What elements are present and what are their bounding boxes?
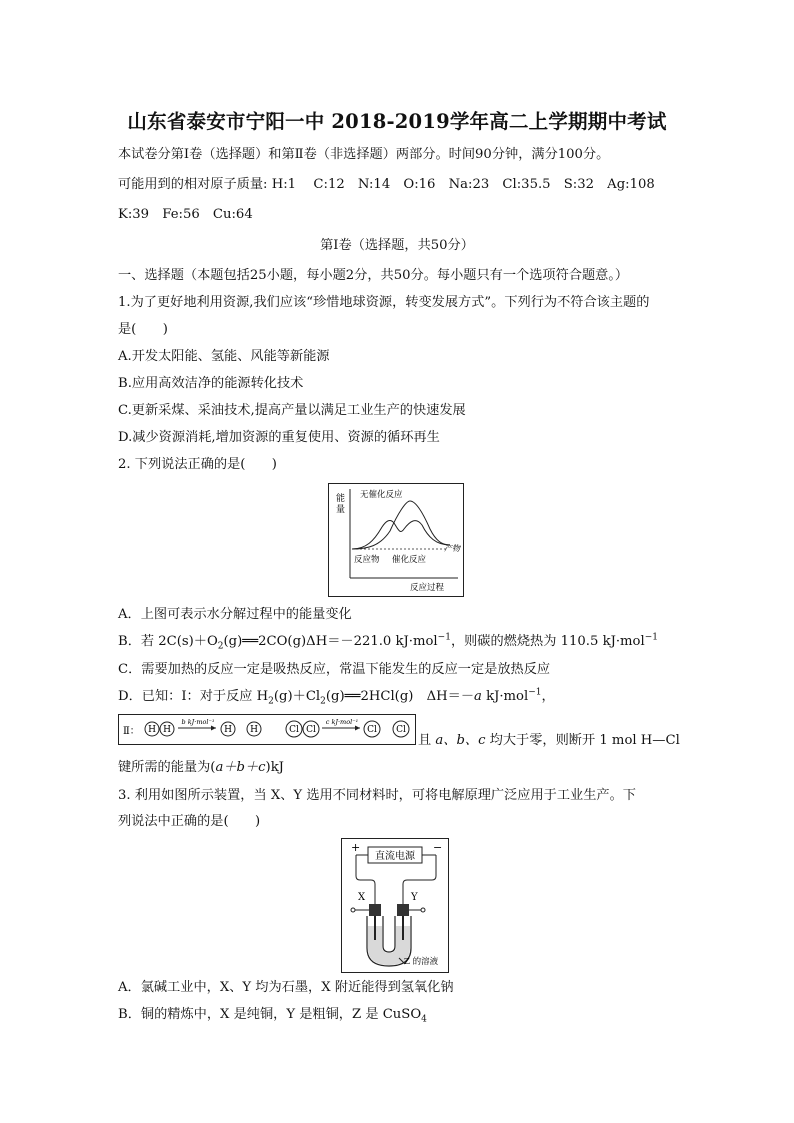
- plus-sign: +: [351, 841, 361, 854]
- electrolysis-apparatus: [341, 838, 449, 973]
- q2-option-b: B．若 $2C(s)+O_2(g)══2CO(g)\Delta H=-221.0$ kJ·mol$^{-1}$，则碳的燃烧热为 110.5 kJ·mol$^{-1}$: [118, 632, 658, 652]
- label-catalyzed: 催化反应: [392, 555, 427, 565]
- c-energy-label: c kJ·mol⁻¹: [325, 718, 359, 726]
- q3-option-a: A．氯碱工业中，X、Y 均为石墨，X 附近能得到氢氧化钠: [118, 980, 454, 995]
- roman-two: Ⅱ：: [123, 726, 140, 737]
- q2-option-d: D．已知：Ⅰ：对于反应 $H_2(g)+Cl_2(g)══2HCl(g)$ ΔH＝－a kJ·mol$^{-1}$，: [118, 687, 555, 707]
- label-uncatalyzed: 无催化反应: [360, 490, 403, 500]
- q2-option-a: A．上图可表示水分解过程中的能量变化: [118, 607, 352, 622]
- q1-stem-a: 1.为了更好地利用资源,我们应该“珍惜地球资源，转变发展方式”。下列行为不符合该主题的: [118, 295, 650, 310]
- h-atom-3-label: H: [224, 725, 232, 735]
- q1-option-a: A.开发太阳能、氢能、风能等新能源: [118, 349, 330, 364]
- electrode-x-label: X: [358, 892, 366, 903]
- label-product: 产物: [444, 544, 460, 553]
- cl-atom-2-label: Cl: [306, 725, 316, 735]
- q2-option-d-cont: 且 a、b、c 均大于零，则断开 1 mol H—Cl: [418, 733, 680, 748]
- q3-stem-a: 3. 利用如图所示装置，当 X、Y 选用不同材料时，可将电解原理广泛应用于工业生产。下: [118, 788, 636, 803]
- bond-energy-diagram: [118, 714, 416, 745]
- label-reactant: 反应物: [354, 555, 380, 565]
- q1-option-c: C.更新采煤、采油技术,提高产量以满足工业生产的快速发展: [118, 403, 466, 418]
- q1-stem-b: 是( ): [118, 322, 168, 337]
- power-label: 直流电源: [375, 851, 415, 862]
- section1-heading: 一、选择题（本题包括25小题，每小题2分，共50分。每小题只有一个选项符合题意。）: [118, 268, 629, 283]
- q1-option-b: B.应用高效洁净的能源转化技术: [118, 376, 304, 391]
- q1-option-d: D.减少资源消耗,增加资源的重复使用、资源的循环再生: [118, 430, 440, 445]
- stopper-right: [397, 904, 409, 916]
- b-energy-label: b kJ·mol⁻¹: [181, 718, 215, 726]
- stopper-left: [369, 904, 381, 916]
- cl-atom-1-label: Cl: [289, 725, 299, 735]
- part1-heading: 第Ⅰ卷（选择题，共50分）: [320, 238, 474, 253]
- cl-atom-4-label: Cl: [396, 725, 406, 735]
- intro-line-1: 本试卷分第Ⅰ卷（选择题）和第Ⅱ卷（非选择题）两部分。时间90分钟，满分100分。: [118, 147, 610, 162]
- electrode-y-label: Y: [411, 892, 418, 903]
- q3-option-b: B．铜的精炼中，X 是纯铜，Y 是粗铜，Z 是 CuSO$_4$: [118, 1007, 427, 1025]
- q3-stem-b: 列说法中正确的是( ): [118, 814, 261, 829]
- q2-option-d-cont2: 键所需的能量为(a＋b＋c)kJ: [118, 760, 284, 775]
- intro-line-2: 可能用到的相对原子质量: H:1 C:12 N:14 O:16 Na:23 Cl:35.5 S:32 Ag:108: [118, 177, 655, 192]
- page-title: 山东省泰安市宁阳一中 2018-2019学年高二上学期期中考试: [127, 110, 667, 133]
- minus-sign: −: [433, 841, 443, 854]
- q2-stem: 2. 下列说法正确的是( ): [118, 457, 277, 472]
- h-atom-2-label: H: [163, 725, 171, 735]
- energy-ylabel-bottom: 量: [336, 505, 346, 515]
- h-atom-4-label: H: [250, 725, 258, 735]
- cl-atom-3-label: Cl: [367, 725, 377, 735]
- label-xaxis: 反应过程: [410, 583, 445, 593]
- q2-option-c: C．需要加热的反应一定是吸热反应，常温下能发生的反应一定是放热反应: [118, 662, 551, 677]
- intro-line-3: K:39 Fe:56 Cu:64: [118, 207, 253, 222]
- energy-diagram: [328, 483, 464, 597]
- h-atom-1-label: H: [148, 725, 156, 735]
- energy-ylabel-top: 能: [336, 494, 346, 504]
- solution-label: Z 的溶液: [404, 957, 439, 967]
